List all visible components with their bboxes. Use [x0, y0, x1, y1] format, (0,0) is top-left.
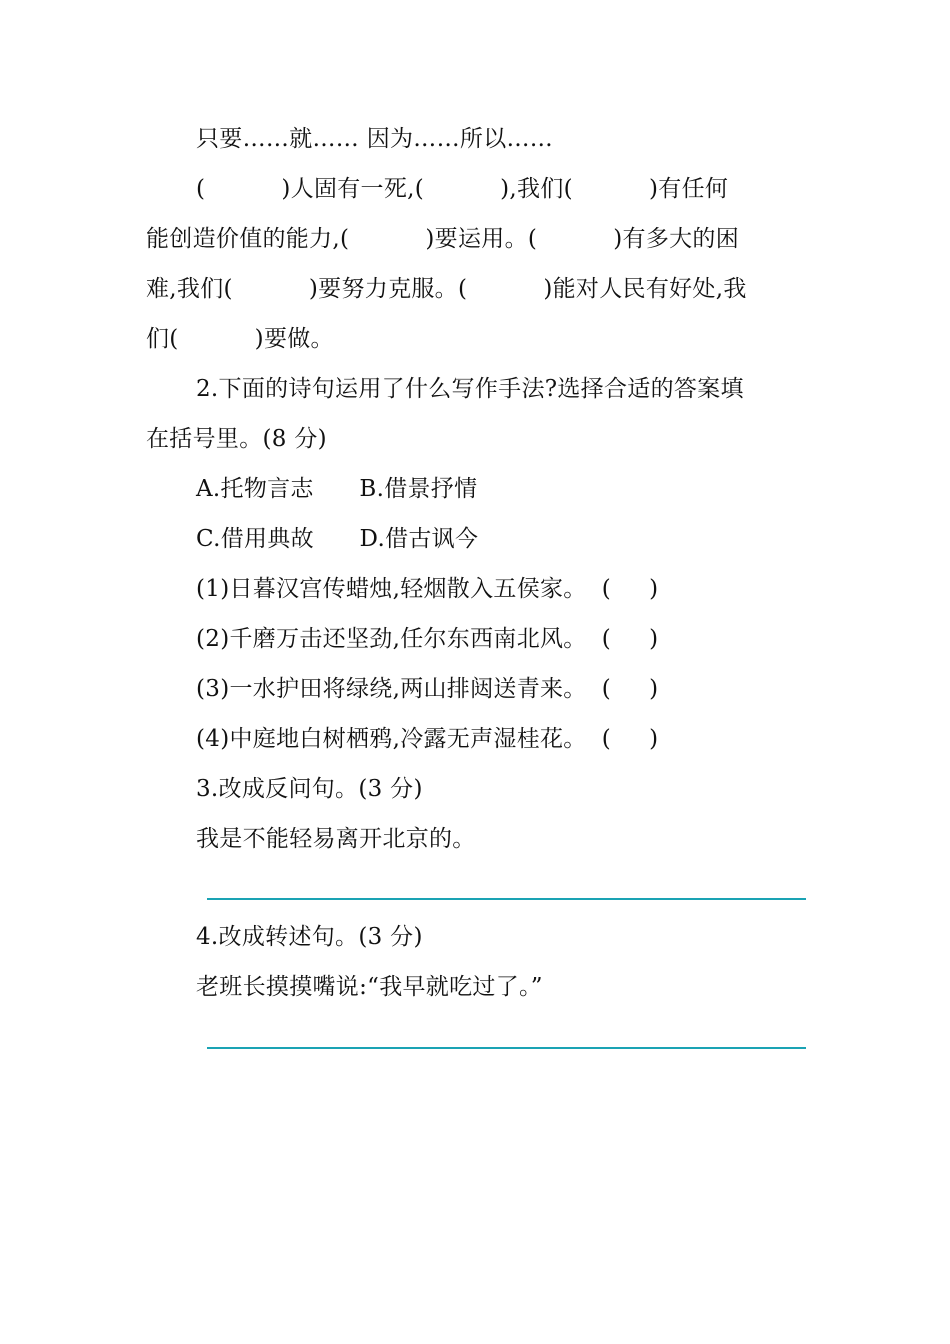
question-4-sentence: 老班长摸摸嘴说:“我早就吃过了。” — [196, 974, 543, 1000]
fill-in-line-3: 难,我们( )要努力克服。( )能对人民有好处,我 — [146, 276, 747, 302]
question-3-sentence: 我是不能轻易离开北京的。 — [196, 826, 476, 852]
question-4-title: 4.改成转述句。(3 分) — [196, 924, 423, 950]
poem-item-4: (4)中庭地白树栖鸦,冷露无声湿桂花。 ( ) — [196, 726, 659, 752]
question-4-answer-line[interactable] — [207, 1047, 806, 1049]
question-2-prompt-cont: 在括号里。(8 分) — [146, 426, 327, 452]
fill-in-line-4: 们( )要做。 — [146, 326, 334, 352]
poem-item-3: (3)一水护田将绿绕,两山排闼送青来。 ( ) — [196, 676, 659, 702]
connectives-line: 只要……就…… 因为……所以…… — [196, 126, 554, 152]
poem-item-1: (1)日暮汉宫传蜡烛,轻烟散入五侯家。 ( ) — [196, 576, 659, 602]
fill-in-line-2: 能创造价值的能力,( )要运用。( )有多大的困 — [146, 226, 740, 252]
question-3-answer-line[interactable] — [207, 898, 806, 900]
question-3-title: 3.改成反问句。(3 分) — [196, 776, 423, 802]
options-row-1: A.托物言志 B.借景抒情 — [196, 476, 478, 502]
poem-item-2: (2)千磨万击还坚劲,任尔东西南北风。 ( ) — [196, 626, 659, 652]
question-2-prompt: 2.下面的诗句运用了什么写作手法?选择合适的答案填 — [196, 376, 744, 402]
options-row-2: C.借用典故 D.借古讽今 — [196, 526, 479, 552]
fill-in-line-1: ( )人固有一死,( ),我们( )有任何 — [196, 176, 729, 202]
